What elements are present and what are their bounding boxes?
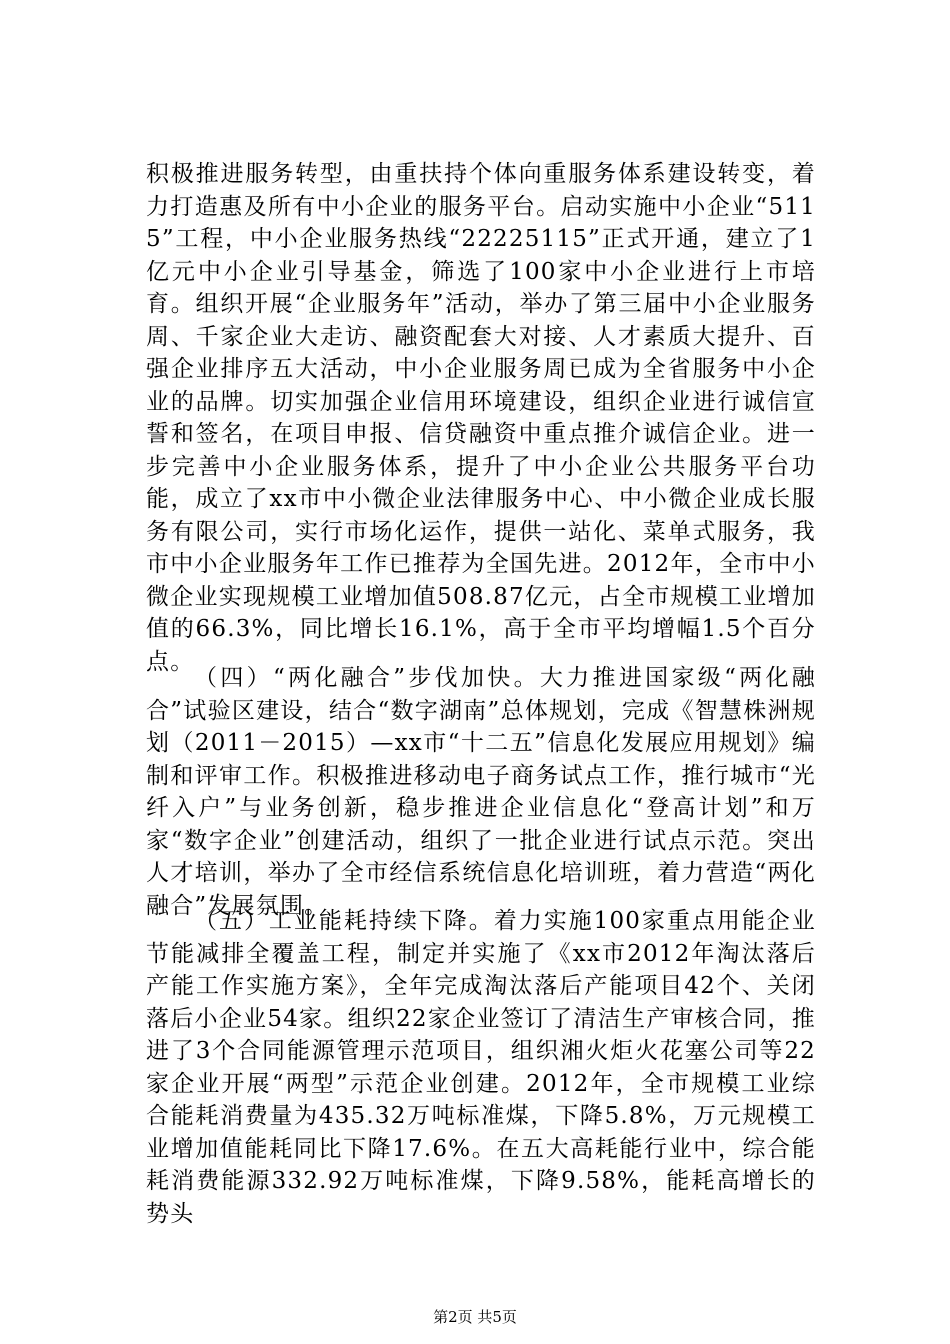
page-number-footer: 第2页 共5页 [433, 1308, 517, 1326]
paragraph-service-transformation: 积极推进服务转型，由重扶持个体向重服务体系建设转变，着力打造惠及所有中小企业的服务平台。启动实施中小企业“5115”工程，中小企业服务热线“22225115”正式开通，建立了1亿元中小企业引导基金，筛选了100家中小企业进行上市培育。组织开展“企业服务年”活动，举办了第三届中小企业服务周、千家企业大走访、融资配套大对接、人才素质大提升、百强企业排序五大活动，中小企业服务周已成为全省服务中小企业的品牌。切实加强企业信用环境建设，组织企业进行诚信宣誓和签名，在项目申报、信贷融资中重点推介诚信企业。进一步完善中小企业服务体系，提升了中小企业公共服务平台功能，成立了xx市中小微企业法律服务中心、中小微企业成长服务有限公司，实行市场化运作，提供一站化、菜单式服务，我市中小企业服务年工作已推荐为全国先进。2012年，全市中小微企业实现规模工业增加值508.87亿元，占全市规模工业增加值的66.3%，同比增长16.1%，高于全市平均增幅1.5个百分点。 [146, 161, 816, 675]
paragraph-energy-consumption: （五）工业能耗持续下降。着力实施100家重点用能企业节能减排全覆盖工程，制定并实施了《xx市2012年淘汰落后产能工作实施方案》，全年完成淘汰落后产能项目42个、关闭落后小企业54家。组织22家企业签订了清洁生产审核合同，推进了3个合同能源管理示范项目，组织湘火炬火花塞公司等22家企业开展“两型”示范企业创建。2012年，全市规模工业综合能耗消费量为435.32万吨标准煤，下降5.8%，万元规模工业增加值能耗同比下降17.6%。在五大高耗能行业中，综合能耗消费能源332.92万吨标准煤，下降9.58%，能耗高增长的势头 [146, 908, 816, 1227]
paragraph-two-integration: （四）“两化融合”步伐加快。大力推进国家级“两化融合”试验区建设，结合“数字湖南”总体规划，完成《智慧株洲规划（2011－2015）—xx市“十二五”信息化发展应用规划》编制和评审工作。积极推进移动电子商务试点工作，推行城市“光纤入户”与业务创新，稳步推进企业信息化“登高计划”和万家“数字企业”创建活动，组织了一批企业进行试点示范。突出人才培训，举办了全市经信系统信息化培训班，着力营造“两化融合”发展氛围。 [146, 665, 816, 919]
